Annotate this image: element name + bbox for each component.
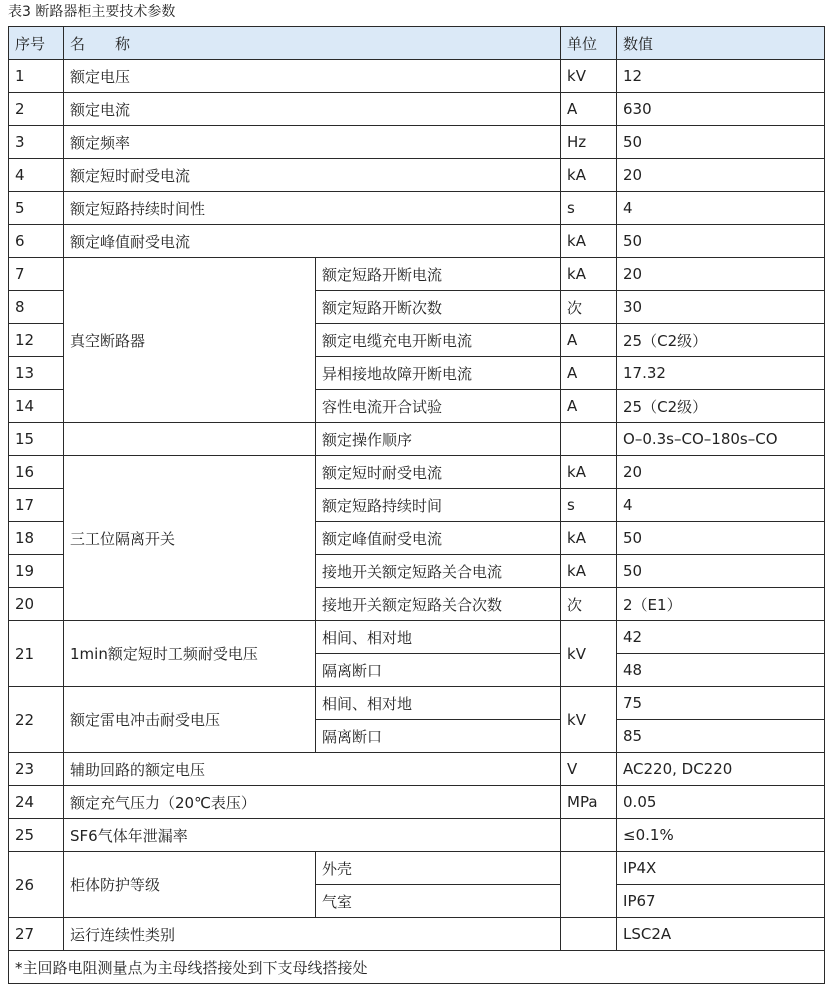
- cell-name: 额定操作顺序: [316, 423, 561, 456]
- table-row: [9, 159, 825, 192]
- footnote: *主回路电阻测量点为主母线搭接处到下支母线搭接处: [9, 951, 825, 984]
- table-row: [9, 852, 825, 885]
- cell-unit: [561, 918, 617, 951]
- cell-name: 接地开关额定短路关合次数: [316, 588, 561, 621]
- table-row: [9, 753, 825, 786]
- header-no: 序号: [9, 27, 64, 60]
- cell-unit: [561, 852, 617, 918]
- cell-value: 30: [617, 291, 825, 324]
- table-row: [9, 60, 825, 93]
- cell-value: 20: [617, 258, 825, 291]
- header-value: 数值: [617, 27, 825, 60]
- cell-value: 12: [617, 60, 825, 93]
- table-row: [9, 621, 825, 654]
- cell-unit: kA: [561, 456, 617, 489]
- cell-unit: A: [561, 357, 617, 390]
- table-row: [9, 225, 825, 258]
- cell-no: 25: [9, 819, 64, 852]
- cell-unit: kA: [561, 225, 617, 258]
- cell-name: 额定电压: [64, 60, 561, 93]
- table-row: [9, 918, 825, 951]
- cell-no: 15: [9, 423, 64, 456]
- cell-no: 26: [9, 852, 64, 918]
- cell-value: IP67: [617, 885, 825, 918]
- cell-unit: kA: [561, 555, 617, 588]
- cell-no: 22: [9, 687, 64, 753]
- cell-unit: Hz: [561, 126, 617, 159]
- cell-unit: [561, 423, 617, 456]
- cell-no: 27: [9, 918, 64, 951]
- cell-no: 8: [9, 291, 64, 324]
- cell-name: 额定充气压力（20℃表压）: [64, 786, 561, 819]
- cell-value: 17.32: [617, 357, 825, 390]
- cell-value: 4: [617, 192, 825, 225]
- cell-unit: kV: [561, 687, 617, 753]
- cell-unit: 次: [561, 291, 617, 324]
- header-row: [9, 27, 825, 60]
- header-unit: 单位: [561, 27, 617, 60]
- cell-name: 异相接地故障开断电流: [316, 357, 561, 390]
- cell-value: LSC2A: [617, 918, 825, 951]
- cell-no: 18: [9, 522, 64, 555]
- cell-unit: kV: [561, 621, 617, 687]
- cell-no: 21: [9, 621, 64, 687]
- cell-value: 630: [617, 93, 825, 126]
- cell-value: 50: [617, 555, 825, 588]
- cell-name: 额定短时耐受电流: [316, 456, 561, 489]
- cell-no: 12: [9, 324, 64, 357]
- cell-unit: A: [561, 390, 617, 423]
- cell-unit: kA: [561, 522, 617, 555]
- cell-no: 6: [9, 225, 64, 258]
- cell-no: 20: [9, 588, 64, 621]
- cell-value: 4: [617, 489, 825, 522]
- cell-value: 20: [617, 456, 825, 489]
- cell-unit: MPa: [561, 786, 617, 819]
- header-name: 名 称: [64, 27, 561, 60]
- cell-no: 14: [9, 390, 64, 423]
- cell-name: 额定峰值耐受电流: [64, 225, 561, 258]
- cell-name: 运行连续性类别: [64, 918, 561, 951]
- cell-name: 1min额定短时工频耐受电压: [64, 621, 316, 687]
- cell-name: 额定短路开断次数: [316, 291, 561, 324]
- note-row: [9, 951, 825, 984]
- cell-value: IP4X: [617, 852, 825, 885]
- cell-unit: A: [561, 93, 617, 126]
- cell-no: 1: [9, 60, 64, 93]
- cell-subname: 气室: [316, 885, 561, 918]
- cell-unit: s: [561, 489, 617, 522]
- cell-unit: A: [561, 324, 617, 357]
- cell-value: 25（C2级）: [617, 390, 825, 423]
- cell-no: 4: [9, 159, 64, 192]
- cell-unit: kA: [561, 159, 617, 192]
- cell-empty: [64, 423, 316, 456]
- cell-name: 柜体防护等级: [64, 852, 316, 918]
- cell-subname: 相间、相对地: [316, 687, 561, 720]
- cell-value: ≤0.1%: [617, 819, 825, 852]
- cell-no: 16: [9, 456, 64, 489]
- cell-value: 0.05: [617, 786, 825, 819]
- cell-value: 85: [617, 720, 825, 753]
- table-row: [9, 687, 825, 720]
- cell-subname: 外壳: [316, 852, 561, 885]
- cell-unit: V: [561, 753, 617, 786]
- cell-value: 48: [617, 654, 825, 687]
- cell-subname: 相间、相对地: [316, 621, 561, 654]
- cell-no: 23: [9, 753, 64, 786]
- cell-subname: 隔离断口: [316, 720, 561, 753]
- cell-no: 3: [9, 126, 64, 159]
- table-row: [9, 819, 825, 852]
- cell-subname: 隔离断口: [316, 654, 561, 687]
- table-row: [9, 93, 825, 126]
- cell-name: 额定电缆充电开断电流: [316, 324, 561, 357]
- cell-name: 额定短路持续时间: [316, 489, 561, 522]
- cell-unit: kA: [561, 258, 617, 291]
- cell-value: 50: [617, 126, 825, 159]
- cell-name: 辅助回路的额定电压: [64, 753, 561, 786]
- table-row: [9, 258, 825, 291]
- cell-no: 7: [9, 258, 64, 291]
- cell-unit: kV: [561, 60, 617, 93]
- table-row: [9, 192, 825, 225]
- cell-name: 额定电流: [64, 93, 561, 126]
- cell-name: 额定频率: [64, 126, 561, 159]
- cell-value: 50: [617, 225, 825, 258]
- cell-name: 容性电流开合试验: [316, 390, 561, 423]
- table-row: [9, 423, 825, 456]
- cell-no: 13: [9, 357, 64, 390]
- cell-name: SF6气体年泄漏率: [64, 819, 561, 852]
- cell-value: 75: [617, 687, 825, 720]
- cell-value: 2（E1）: [617, 588, 825, 621]
- cell-value: AC220, DC220: [617, 753, 825, 786]
- cell-name: 额定雷电冲击耐受电压: [64, 687, 316, 753]
- cell-value: 50: [617, 522, 825, 555]
- cell-no: 17: [9, 489, 64, 522]
- cell-no: 19: [9, 555, 64, 588]
- cell-unit: 次: [561, 588, 617, 621]
- cell-value: 25（C2级）: [617, 324, 825, 357]
- cell-value: 42: [617, 621, 825, 654]
- cell-no: 5: [9, 192, 64, 225]
- cell-no: 24: [9, 786, 64, 819]
- table-row: [9, 126, 825, 159]
- spec-table: [8, 26, 825, 984]
- table-row: [9, 456, 825, 489]
- table-caption: 表3 断路器柜主要技术参数: [8, 4, 176, 20]
- cell-name: 额定短路持续时间性: [64, 192, 561, 225]
- cell-name: 额定峰值耐受电流: [316, 522, 561, 555]
- group-vacuum-breaker: 真空断路器: [64, 258, 316, 423]
- table-row: [9, 786, 825, 819]
- cell-value: O–0.3s–CO–180s–CO: [617, 423, 825, 456]
- cell-name: 额定短路开断电流: [316, 258, 561, 291]
- cell-unit: [561, 819, 617, 852]
- cell-name: 额定短时耐受电流: [64, 159, 561, 192]
- group-three-position-switch: 三工位隔离开关: [64, 456, 316, 621]
- cell-unit: s: [561, 192, 617, 225]
- cell-no: 2: [9, 93, 64, 126]
- cell-name: 接地开关额定短路关合电流: [316, 555, 561, 588]
- cell-value: 20: [617, 159, 825, 192]
